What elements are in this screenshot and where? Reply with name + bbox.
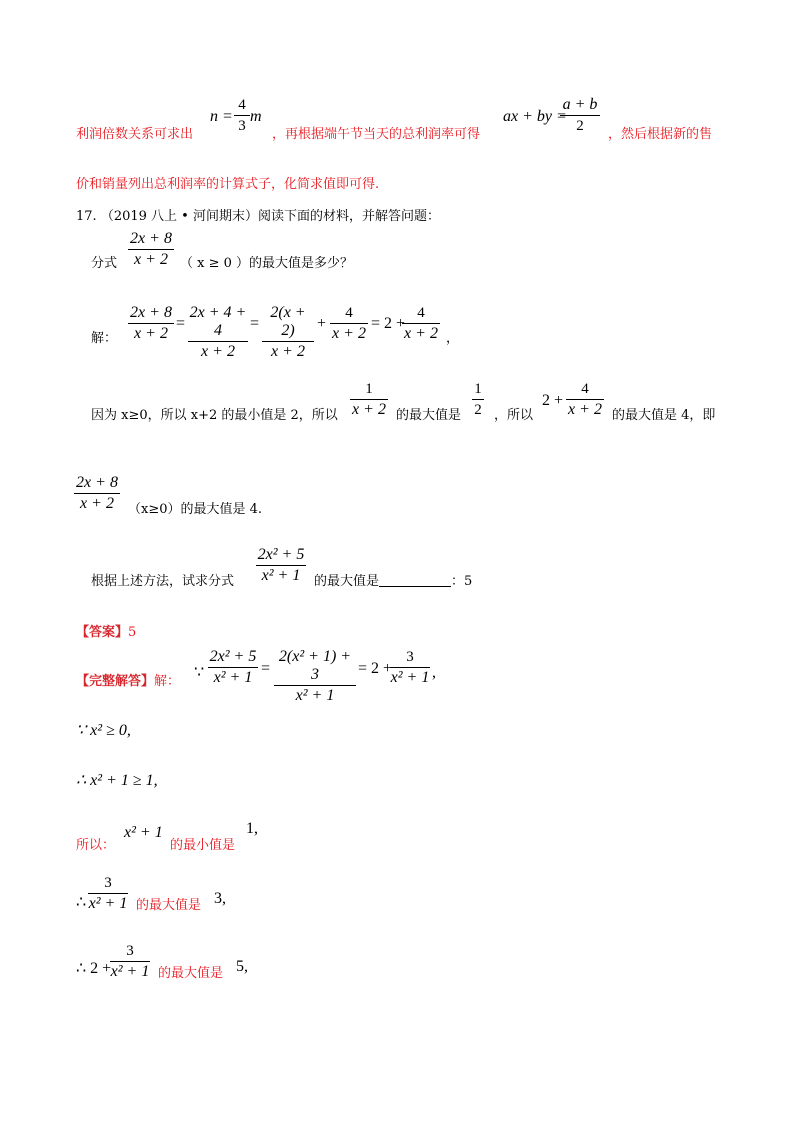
frac-num: 3 xyxy=(126,943,134,959)
frac-num: 2x + 8 xyxy=(130,230,172,247)
top-line-2: 价和销量列出总利润率的计算式子，化简求值即可得. xyxy=(76,177,380,192)
full-comma: , xyxy=(432,664,436,681)
ask-frac xyxy=(256,546,306,585)
plus-sign: + xyxy=(317,315,327,332)
frac-num: 2x + 8 xyxy=(76,474,118,491)
step-4-value: 3, xyxy=(214,890,226,907)
step-3-math: x² + 1 xyxy=(124,824,163,841)
full-label: 【完整解答】 xyxy=(76,674,155,689)
full-frac-3 xyxy=(390,648,430,687)
step-3-label: 所以： xyxy=(76,838,116,853)
frac-num: 4 xyxy=(345,305,353,321)
formula-ab-frac xyxy=(560,96,600,135)
frac-num: 2x² + 5 xyxy=(257,546,305,563)
frac-den: x + 2 xyxy=(568,401,602,418)
because-pre: 2 + xyxy=(542,392,564,409)
question-source: （2019 八上 • 河间期末）阅读下面的材料，并解答问题： xyxy=(100,209,440,224)
step-4-frac xyxy=(88,874,128,913)
main-fraction xyxy=(128,230,174,269)
formula-ab-lhs: ax + by = xyxy=(503,108,567,125)
frac-den: x² + 1 xyxy=(295,687,335,704)
frac-den: x + 2 xyxy=(80,495,114,512)
step-1: ∵ x² ≥ 0, xyxy=(76,722,131,739)
because-text-d: 的最大值是 4，即 xyxy=(612,408,716,423)
answer-value: 5 xyxy=(128,625,137,640)
fenshi-label: 分式 xyxy=(91,256,118,271)
frac-den: x + 2 xyxy=(404,325,438,342)
step-5-frac xyxy=(110,942,150,981)
formula-n-frac xyxy=(234,96,250,135)
ask-label: 的最大值是 xyxy=(314,574,380,589)
because-text-c: ，所以 xyxy=(494,408,534,423)
formula-n-rhs: m xyxy=(250,108,262,125)
answer-blank xyxy=(379,572,451,587)
question-number: 17. xyxy=(76,209,97,224)
eq-sign: = xyxy=(176,315,186,332)
frac-den: x + 2 xyxy=(332,325,366,342)
frac-den: x + 2 xyxy=(134,325,168,342)
frac-num: a + b xyxy=(562,96,598,113)
ask-text-b xyxy=(314,570,472,589)
step-5-text: 的最大值是 xyxy=(158,966,224,981)
because-text-b: 的最大值是 xyxy=(396,408,462,423)
eq-frac-3 xyxy=(262,304,314,361)
frac-num: 2(x + 2) xyxy=(270,304,306,339)
frac-den: x² + 1 xyxy=(261,567,301,584)
frac-den: x + 2 xyxy=(271,343,305,360)
eq-sign: = 2 + xyxy=(358,660,393,677)
frac-den: 2 xyxy=(576,118,584,134)
frac-num: 4 xyxy=(417,305,425,321)
formula-n-lhs: n = xyxy=(210,108,233,125)
top-line-1a: 利润倍数关系可求出 xyxy=(76,127,194,142)
because-text-a: 因为 x≥0，所以 x+2 的最小值是 2，所以 xyxy=(91,408,338,423)
frac-den: 3 xyxy=(238,118,246,134)
eq-frac-5 xyxy=(402,304,440,343)
step-4-pre: ∴ xyxy=(76,894,87,911)
frac-den: x + 2 xyxy=(134,251,168,268)
eq-frac-4 xyxy=(330,304,368,343)
frac-num: 1 xyxy=(365,381,373,397)
frac-num: 3 xyxy=(406,649,414,665)
frac-num: 4 xyxy=(238,97,246,113)
eq-sign: = 2 + xyxy=(371,315,406,332)
frac-num: 4 xyxy=(581,381,589,397)
top-line-1c: ，然后根据新的售 xyxy=(608,127,713,142)
frac-num: 1 xyxy=(474,381,482,397)
conclusion-frac xyxy=(74,474,120,513)
frac-den: x² + 1 xyxy=(88,895,128,912)
frac-num: 2(x² + 1) + 3 xyxy=(278,648,352,683)
step-5-value: 5, xyxy=(236,958,248,975)
because-symbol: ∵ xyxy=(194,664,205,681)
answer-label: 【答案】 xyxy=(76,625,129,640)
because-frac-b xyxy=(472,380,484,419)
frac-den: x + 2 xyxy=(201,343,235,360)
frac-num: 3 xyxy=(104,875,112,891)
step-3-text: 的最小值是 xyxy=(170,838,236,853)
frac-den: x + 2 xyxy=(352,401,386,418)
ask-answer: ：5 xyxy=(451,574,473,589)
frac-den: x² + 1 xyxy=(213,669,253,686)
step-2: ∴ x² + 1 ≥ 1, xyxy=(76,772,158,789)
full-frac-2 xyxy=(274,648,356,705)
ask-text-a: 根据上述方法，试求分式 xyxy=(91,574,235,589)
jie-label: 解： xyxy=(91,331,118,346)
eq-comma: ， xyxy=(446,331,460,346)
top-line-1b: ，再根据端午节当天的总利润率可得 xyxy=(272,127,481,142)
frac-num: 2x + 4 + 4 xyxy=(189,304,247,339)
conclusion-text: （x≥0）的最大值是 4. xyxy=(128,502,263,517)
question-header xyxy=(76,205,440,224)
because-frac-a xyxy=(350,380,388,419)
step-3-value: 1, xyxy=(246,820,258,837)
frac-den: x² + 1 xyxy=(110,963,150,980)
eq-frac-1 xyxy=(128,304,174,343)
eq-sign: = xyxy=(250,315,260,332)
eq-sign: = xyxy=(261,660,271,677)
full-solution-label xyxy=(76,670,180,689)
frac-num: 2x² + 5 xyxy=(209,648,257,665)
step-4-text: 的最大值是 xyxy=(136,898,202,913)
frac-num: 2x + 8 xyxy=(130,304,172,321)
full-jie: 解： xyxy=(154,674,181,689)
eq-frac-2 xyxy=(188,304,248,361)
step-5-pre: ∴ 2 + xyxy=(76,960,112,977)
because-frac-c xyxy=(566,380,604,419)
frac-den: 2 xyxy=(474,402,482,418)
condition-text: （ x ≥ 0 ）的最大值是多少？ xyxy=(180,256,354,271)
full-frac-1 xyxy=(208,648,258,687)
frac-den: x² + 1 xyxy=(390,669,430,686)
answer-line xyxy=(76,621,136,640)
